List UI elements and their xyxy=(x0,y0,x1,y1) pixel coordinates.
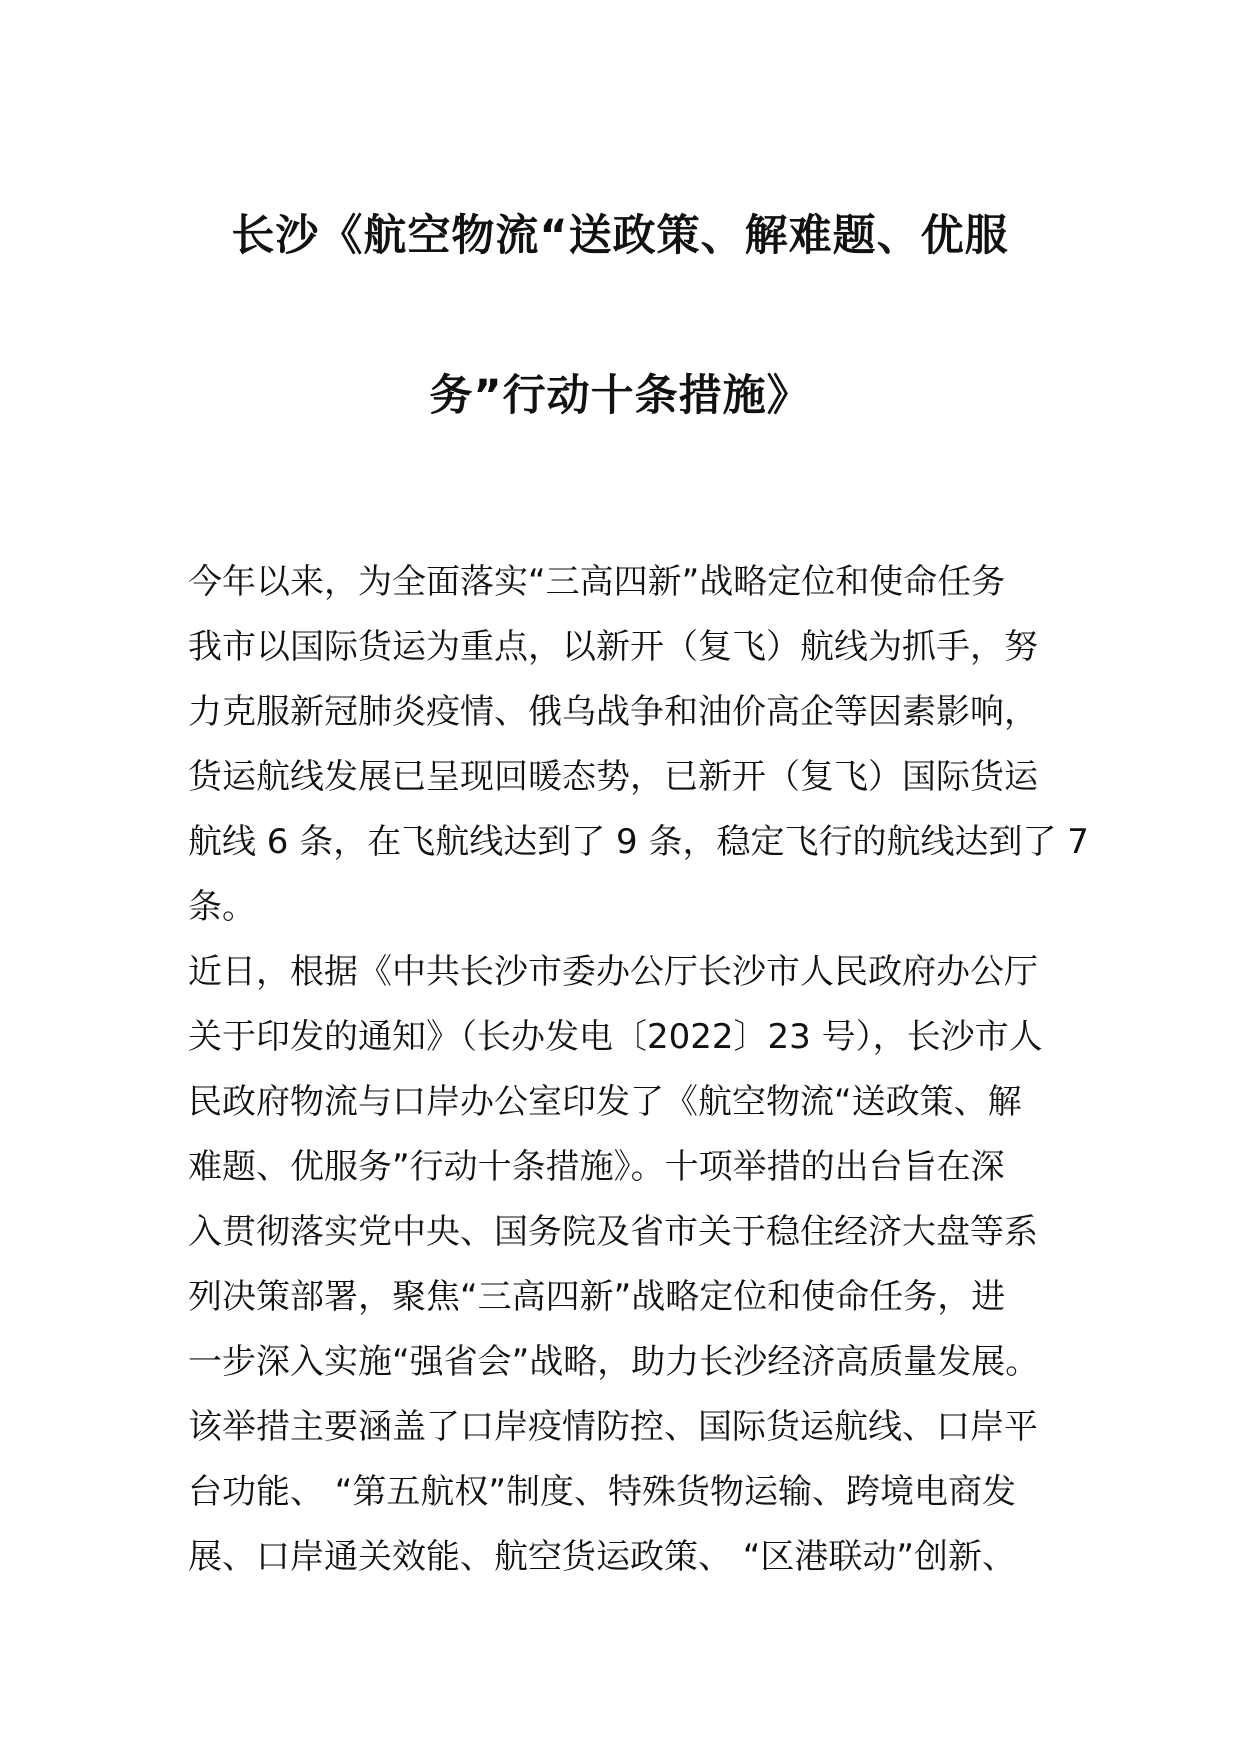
body-line: 该举措主要涵盖了口岸疫情防控、国际货运航线、口岸平 xyxy=(188,1407,1038,1447)
body-line: 近日，根据《中共长沙市委办公厅长沙市人民政府办公厅 xyxy=(188,952,1038,992)
body-line: 民政府物流与口岸办公室印发了《航空物流“送政策、解 xyxy=(188,1082,1022,1122)
body-line: 今年以来，为全面落实“三高四新”战略定位和使命任务 xyxy=(188,562,1006,602)
body-line: 一步深入实施“强省会”战略，助力长沙经济高质量发展。 xyxy=(188,1342,1040,1382)
body-line: 难题、优服务”行动十条措施》。十项举措的出台旨在深 xyxy=(188,1147,1005,1187)
body-line: 展、口岸通关效能、航空货运政策、 “区港联动”创新、 xyxy=(188,1537,1017,1577)
body-line: 关于印发的通知》（长办发电〔2022〕23 号），长沙市人 xyxy=(188,1017,1043,1057)
body-line: 货运航线发展已呈现回暖态势，已新开（复飞）国际货运 xyxy=(188,757,1038,797)
document-title-line-1: 长沙《航空物流“送政策、解难题、优服 xyxy=(231,211,1009,261)
body-line: 我市以国际货运为重点，以新开（复飞）航线为抓手，努 xyxy=(188,627,1038,667)
document-body xyxy=(188,550,1089,1590)
body-line: 条。 xyxy=(188,887,256,927)
body-line: 力克服新冠肺炎疫情、俄乌战争和油价高企等因素影响， xyxy=(188,692,1038,732)
body-line: 航线 6 条，在飞航线达到了 9 条，稳定飞行的航线达到了 7 xyxy=(188,822,1089,862)
body-line: 台功能、 “第五航权”制度、特殊货物运输、跨境电商发 xyxy=(188,1472,1017,1512)
body-line: 列决策部署，聚焦“三高四新”战略定位和使命任务，进 xyxy=(188,1277,1006,1317)
body-line: 入贯彻落实党中央、国务院及省市关于稳住经济大盘等系 xyxy=(188,1212,1038,1252)
document-title-line-2: 务”行动十条措施》 xyxy=(429,371,811,421)
